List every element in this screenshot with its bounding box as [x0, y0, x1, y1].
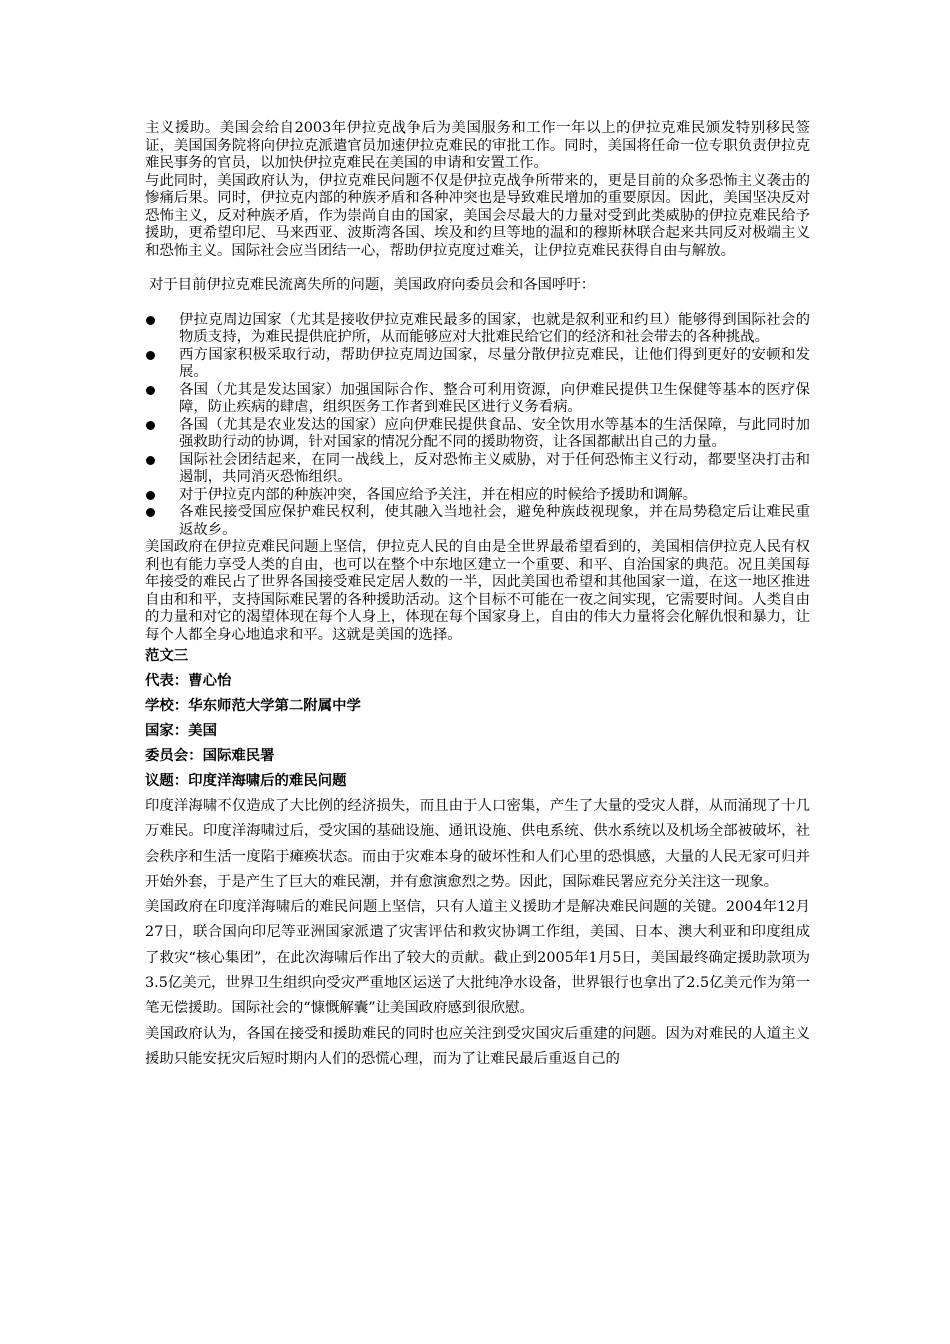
delegate-line: 代表：曹心怡 [145, 673, 232, 689]
committee-line: 委员会：国际难民署 [145, 748, 275, 764]
bullet-icon [146, 351, 155, 360]
paragraph-closing: 美国政府在伊拉克难民问题上坚信，伊拉克人民的自由是全世界最希望看到的，美国相信伊拉克人民有权利也有能力享受人类的自由，也可以在整个中东地区建立一个重要、和平、自治国家的典范。况且美国每年接受的难民占了世界各国接受难民定居人数的一半，因此美国也希望和其他国家一道，在这一地区推进自由和和平，支持国际难民署的各种援助活动。这个目标不可能在一夜之间实现，它需要时间。人类自由的力量和对它的渴望体现在每个人身上，体现在每个国家身上，自由的伟大力量将会化解仇恨和暴力，让每个人都全身心地追求和平。这就是美国的选择。 [145, 539, 810, 643]
paragraph-tsunami-impact: 印度洋海啸不仅造成了大比例的经济损失，而且由于人口密集，产生了大量的受灾人群，从而涌现了十几万难民。印度洋海啸过后，受灾国的基础设施、通讯设施、供电系统、供水系统以及机场全部被破坏，社会秩序和生活一度陷于瘫痪状态。而由于灾难本身的破坏性和人们心里的恐惧感，大量的人民无家可归并开始外套，于是产生了巨大的难民潮，并有愈演愈烈之势。因此，国际难民署应充分关注这一现象。 [145, 798, 810, 890]
list-item: 西方国家积极采取行动，帮助伊拉克周边国家，尽量分散伊拉克难民，让他们得到更好的安顿和发展。 [145, 347, 810, 382]
appeal-list [145, 312, 810, 540]
list-item: 各国（尤其是发达国家）加强国际合作、整合可利用资源，向伊难民提供卫生保健等基本的医疗保障，防止疾病的肆虐，组织医务工作者到难民区进行义务看病。 [145, 382, 810, 417]
document-page [145, 120, 810, 1072]
paragraph-terrorism-stance: 与此同时，美国政府认为，伊拉克难民问题不仅是伊拉克战争所带来的，更是目前的众多恐怖主义袭击的惨痛后果。同时，伊拉克内部的种族矛盾和各种冲突也是导致难民增加的重要原因。因此，美国坚决反对恐怖主义，反对种族矛盾，作为崇尚自由的国家，美国会尽最大的力量对受到此类威胁的伊拉克难民给予援助，更希望印尼、马来西亚、波斯湾各国、埃及和约旦等地的温和的穆斯林联合起来共同反对极端主义和恐怖主义。国际社会应当团结一心，帮助伊拉克度过难关，让伊拉克难民获得自由与解放。 [145, 172, 810, 259]
list-item: 国际社会团结起来，在同一战线上，反对恐怖主义威胁，对于任何恐怖主义行动，都要坚决打击和遏制，共同消灭恐怖组织。 [145, 452, 810, 487]
topic-line: 议题：印度洋海啸后的难民问题 [145, 773, 347, 789]
bullet-icon [146, 456, 155, 465]
bullet-icon [146, 508, 155, 517]
paragraph-humanitarian-aid: 美国政府在印度洋海啸后的难民问题上坚信，只有人道主义援助才是解决难民问题的关键。2004年12月27日，联合国向印尼等亚洲国家派遣了灾害评估和救灾协调工作组，美国、日本、澳大利亚和印度组成了救灾“核心集团”，在此次海啸后作出了较大的贡献。截止到2005年1月5日，美国最终确定援助款项为3.5亿美元，世界卫生组织向受灾严重地区运送了大批纯净水设备，世界银行也拿出了2.5亿美元作为第一笔无偿援助。国际社会的“慷慨解囊”让美国政府感到很欣慰。 [145, 899, 810, 1017]
list-item: 各国（尤其是农业发达的国家）应向伊难民提供食品、安全饮用水等基本的生活保障，与此同时加强救助行动的协调，针对国家的情况分配不同的援助物资，让各国都献出自己的力量。 [145, 417, 810, 452]
paragraph-aid-visas: 主义援助。美国会给自2003年伊拉克战争后为美国服务和工作一年以上的伊拉克难民颁发特别移民签证，美国国务院将向伊拉克派遣官员加速伊拉克难民的审批工作。同时，美国将任命一位专职负责伊拉克难民事务的官员，以加快伊拉克难民在美国的申请和安置工作。 [145, 120, 810, 171]
bullet-icon [146, 421, 155, 430]
list-item: 各难民接受国应保护难民权利，使其融入当地社会，避免种族歧视现象，并在局势稳定后让难民重返故乡。 [145, 504, 810, 539]
bullet-icon [146, 386, 155, 395]
list-item: 伊拉克周边国家（尤其是接收伊拉克难民最多的国家，也就是叙利亚和约旦）能够得到国际社会的物质支持，为难民提供庇护所，从而能够应对大批难民给它们的经济和社会带去的各种挑战。 [145, 312, 810, 347]
country-line: 国家：美国 [145, 723, 217, 739]
section-heading: 范文三 [145, 648, 189, 664]
paragraph-reconstruction: 美国政府认为，各国在接受和援助难民的同时也应关注到受灾国灾后重建的问题。因为对难民的人道主义援助只能安抚灾后短时期内人们的恐慌心理，而为了让难民最后重返自己的 [145, 1025, 810, 1067]
call-intro: 对于目前伊拉克难民流离失所的问题，美国政府向委员会和各国呼吁： [149, 277, 596, 293]
school-line: 学校：华东师范大学第二附属中学 [145, 698, 361, 714]
bullet-icon [146, 316, 155, 325]
bullet-icon [146, 491, 155, 500]
list-item: 对于伊拉克内部的种族冲突，各国应给予关注，并在相应的时候给予援助和调解。 [145, 487, 810, 505]
